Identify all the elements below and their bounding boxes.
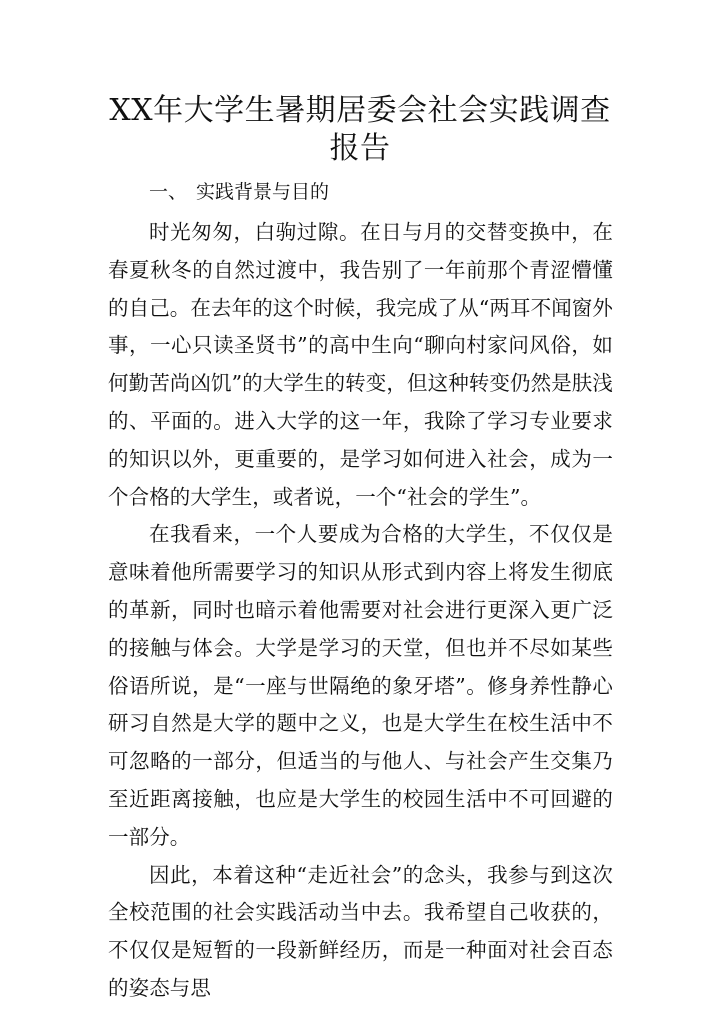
paragraph-2: 在我看来，一个人要成为合格的大学生，不仅仅是意味着他所需要学习的知识从形式到内容上将发生彻底的革新，同时也暗示着他需要对社会进行更深入更广泛的接触与体会。大学是学习的天堂，但也并不尽如某些俗语所说，是“一座与世隔绝的象牙塔”。修身养性静心研习自然是大学的题中之义，也是大学生在校生活中不可忽略的一部分，但适当的与他人、与社会产生交集乃至近距离接触，也应是大学生的校园生活中不可回避的一部分。: [108, 522, 613, 849]
section-heading-text: 实践背景与目的: [196, 181, 330, 203]
section-number: 一、: [149, 181, 188, 203]
section-heading: [149, 180, 619, 204]
paragraph-1: 时光匆匆，白驹过隙。在日与月的交替变换中，在春夏秋冬的自然过渡中，我告别了一年前那个青涩懵懂的自己。在去年的这个时候，我完成了从“两耳不闻窗外事，一心只读圣贤书”的高中生向“聊向村家问风俗，如何勤苦尚凶饥”的大学生的转变，但这种转变仍然是肤浅的、平面的。进入大学的这一年，我除了学习专业要求的知识以外，更重要的，是学习如何进入社会，成为一个合格的大学生，或者说，一个“社会的学生”。: [108, 220, 613, 509]
document-title: XX年大学生暑期居委会社会实践调查报告: [109, 93, 611, 166]
paragraph-3: 因此，本着这种“走近社会”的念头，我参与到这次全校范围的社会实践活动当中去。我希望自己收获的，不仅仅是短暂的一段新鲜经历，而是一种面对社会百态的姿态与思: [108, 862, 613, 1000]
document-body: [108, 214, 613, 1008]
